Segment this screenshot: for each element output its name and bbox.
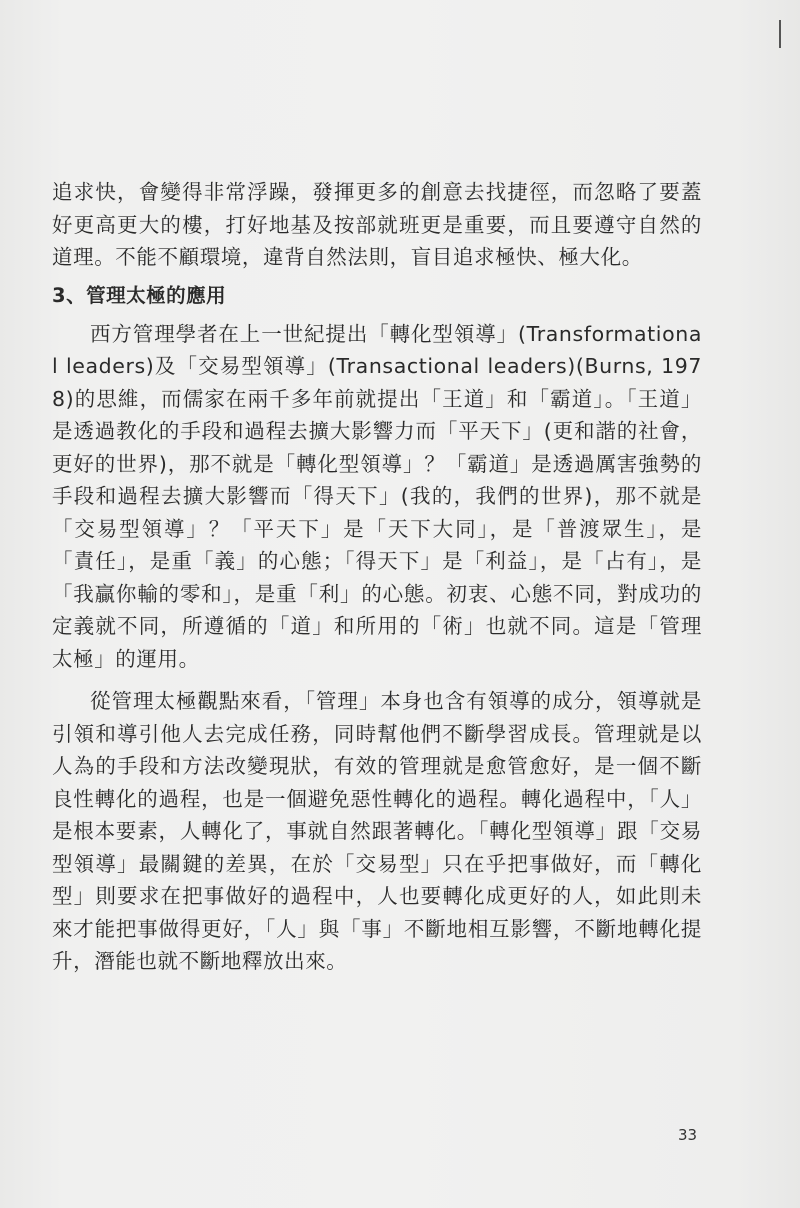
section-heading: 3、管理太極的應用 xyxy=(52,283,227,307)
page-number: 33 xyxy=(678,1126,698,1144)
body-paragraph-2: 從管理太極觀點來看，「管理」本身也含有領導的成分，領導就是引領和導引他人去完成任務，同時幫他們不斷學習成長。管理就是以人為的手段和方法改變現狀，有效的管理就是愈管愈好，是一個不斷良性轉化的過程，也是一個避免惡性轉化的過程。轉化過程中，「人」是根本要素，人轉化了，事就自然跟著轉化。「轉化型領導」跟「交易型領導」最關鍵的差異，在於「交易型」只在乎把事做好，而「轉化型」則要求在把事做好的過程中，人也要轉化成更好的人，如此則未來才能把事做得更好，「人」與「事」不斷地相互影響，不斷地轉化提升，潛能也就不斷地釋放出來。 xyxy=(52,689,702,973)
page-content xyxy=(52,176,702,978)
intro-paragraph: 追求快，會變得非常浮躁，發揮更多的創意去找捷徑，而忽略了要蓋好更高更大的樓，打好地基及按部就班更是重要，而且要遵守自然的道理。不能不顧環境，違背自然法則，盲目追求極快、極大化。 xyxy=(52,180,702,269)
body-paragraph-1: 西方管理學者在上一世紀提出「轉化型領導」(Transformational leaders)及「交易型領導」(Transactional leaders)(Burns, 1978)的思維，而儒家在兩千多年前就提出「王道」和「霸道」。「王道」是透過教化的手段和過程去擴大影響力而「平天下」(更和諧的社會，更好的世界)，那不就是「轉化型領導」？「霸道」是透過厲害強勢的手段和過程去擴大影響而「得天下」(我的，我們的世界)，那不就是「交易型領導」？「平天下」是「天下大同」，是「普渡眾生」，是「責任」，是重「義」的心態；「得天下」是「利益」，是「占有」，是「我贏你輸的零和」，是重「利」的心態。初衷、心態不同，對成功的定義就不同，所遵循的「道」和所用的「術」也就不同。這是「管理太極」的運用。 xyxy=(52,321,702,671)
page-edge-mark xyxy=(779,20,781,48)
paragraph-gap xyxy=(52,675,702,685)
